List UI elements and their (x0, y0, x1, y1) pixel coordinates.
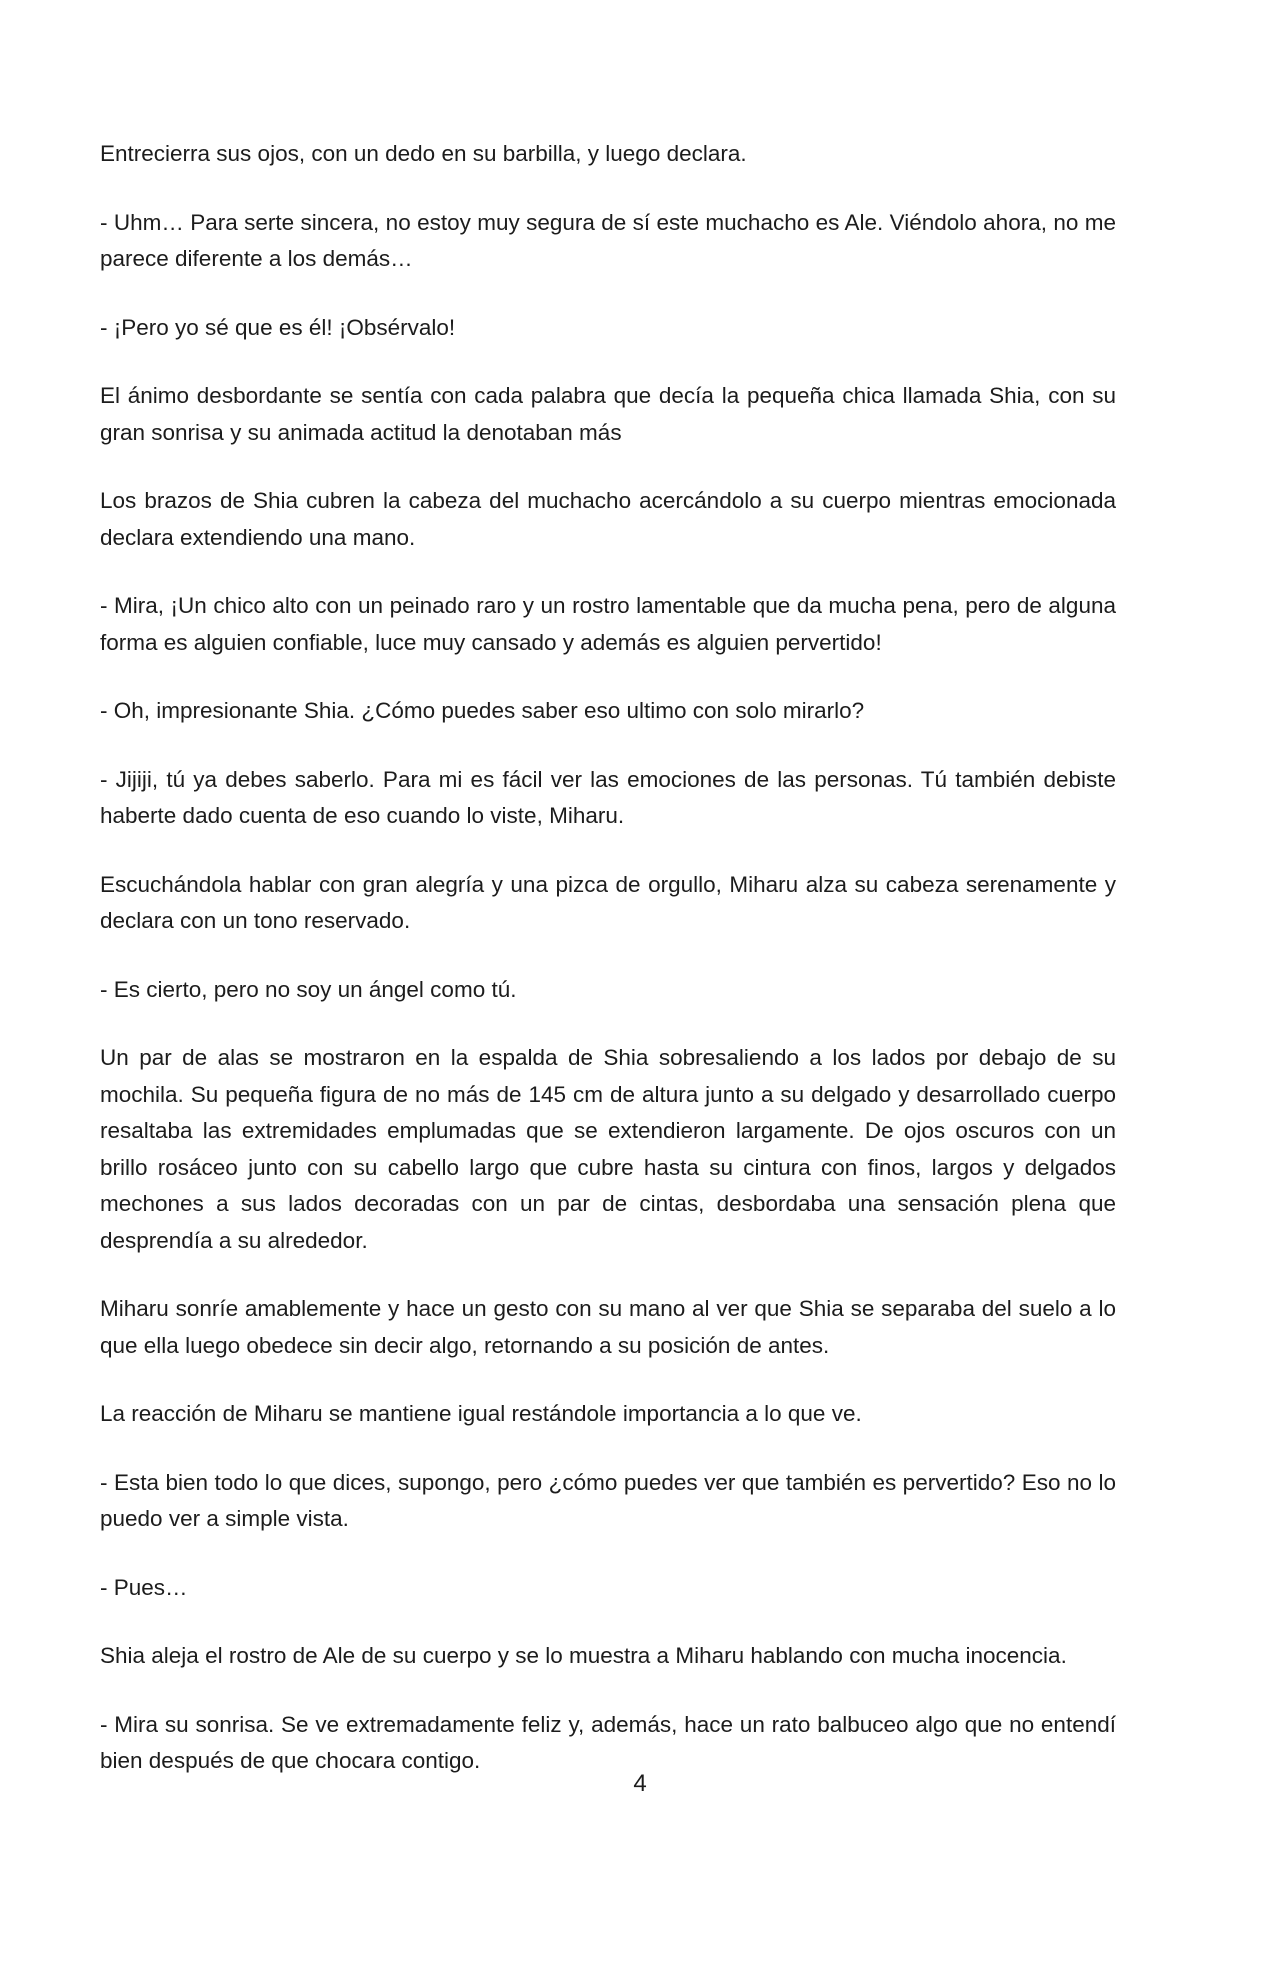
paragraph: Escuchándola hablar con gran alegría y una pizca de orgullo, Miharu alza su cabeza serenamente y declara con un tono reservado. (100, 871, 1116, 933)
paragraph: - Es cierto, pero no soy un ángel como tú. (100, 976, 517, 1002)
paragraph: Los brazos de Shia cubren la cabeza del muchacho acercándolo a su cuerpo mientras emocionada declara extendiendo una mano. (100, 488, 1116, 550)
page-number: 4 (633, 1770, 647, 1797)
paragraph: - ¡Pero yo sé que es él! ¡Obsérvalo! (100, 314, 456, 340)
paragraph: Shia aleja el rostro de Ale de su cuerpo y se lo muestra a Miharu hablando con mucha inocencia. (100, 1643, 1067, 1668)
paragraph: Miharu sonríe amablemente y hace un gesto con su mano al ver que Shia se separaba del suelo a lo que ella luego obedece sin decir algo, retornando a su posición de antes. (100, 1296, 1116, 1358)
paragraph: El ánimo desbordante se sentía con cada palabra que decía la pequeña chica llamada Shia, con su gran sonrisa y su animada actitud la denotaban más (100, 383, 1116, 445)
page-body (100, 136, 1116, 1812)
paragraph: - Oh, impresionante Shia. ¿Cómo puedes saber eso ultimo con solo mirarlo? (100, 698, 865, 723)
paragraph: - Pues… (100, 1574, 188, 1600)
paragraph: Entrecierra sus ojos, con un dedo en su barbilla, y luego declara. (100, 141, 747, 166)
paragraph: - Mira su sonrisa. Se ve extremadamente feliz y, además, hace un rato balbuceo algo que no entendí bien después de que chocara contigo. (100, 1711, 1116, 1773)
paragraph: - Jijiji, tú ya debes saberlo. Para mi es fácil ver las emociones de las personas. Tú también debiste haberte dado cuenta de eso cuando lo viste, Miharu. (100, 766, 1116, 828)
paragraph: - Mira, ¡Un chico alto con un peinado raro y un rostro lamentable que da mucha pena, pero de alguna forma es alguien confiable, luce muy cansado y además es alguien pervertido! (100, 593, 1116, 655)
paragraph: - Uhm… Para serte sincera, no estoy muy segura de sí este muchacho es Ale. Viéndolo ahora, no me parece diferente a los demás… (100, 209, 1116, 271)
paragraph: - Esta bien todo lo que dices, supongo, pero ¿cómo puedes ver que también es pervertido? Eso no lo puedo ver a simple vista. (100, 1469, 1116, 1531)
paragraph: Un par de alas se mostraron en la espalda de Shia sobresaliendo a los lados por debajo de su mochila. Su pequeña figura de no más de 145 cm de altura junto a su delgado y desarrollado cuerpo resaltaba las extremidades emplumadas que se extendieron largamente. De ojos oscuros con un brillo rosáceo junto con su cabello largo que cubre hasta su cintura con finos, largos y delgados mechones a sus lados decoradas con un par de cintas, desbordaba una sensación plena que desprendía a su alrededor. (100, 1045, 1116, 1253)
paragraph: La reacción de Miharu se mantiene igual restándole importancia a lo que ve. (100, 1401, 862, 1426)
